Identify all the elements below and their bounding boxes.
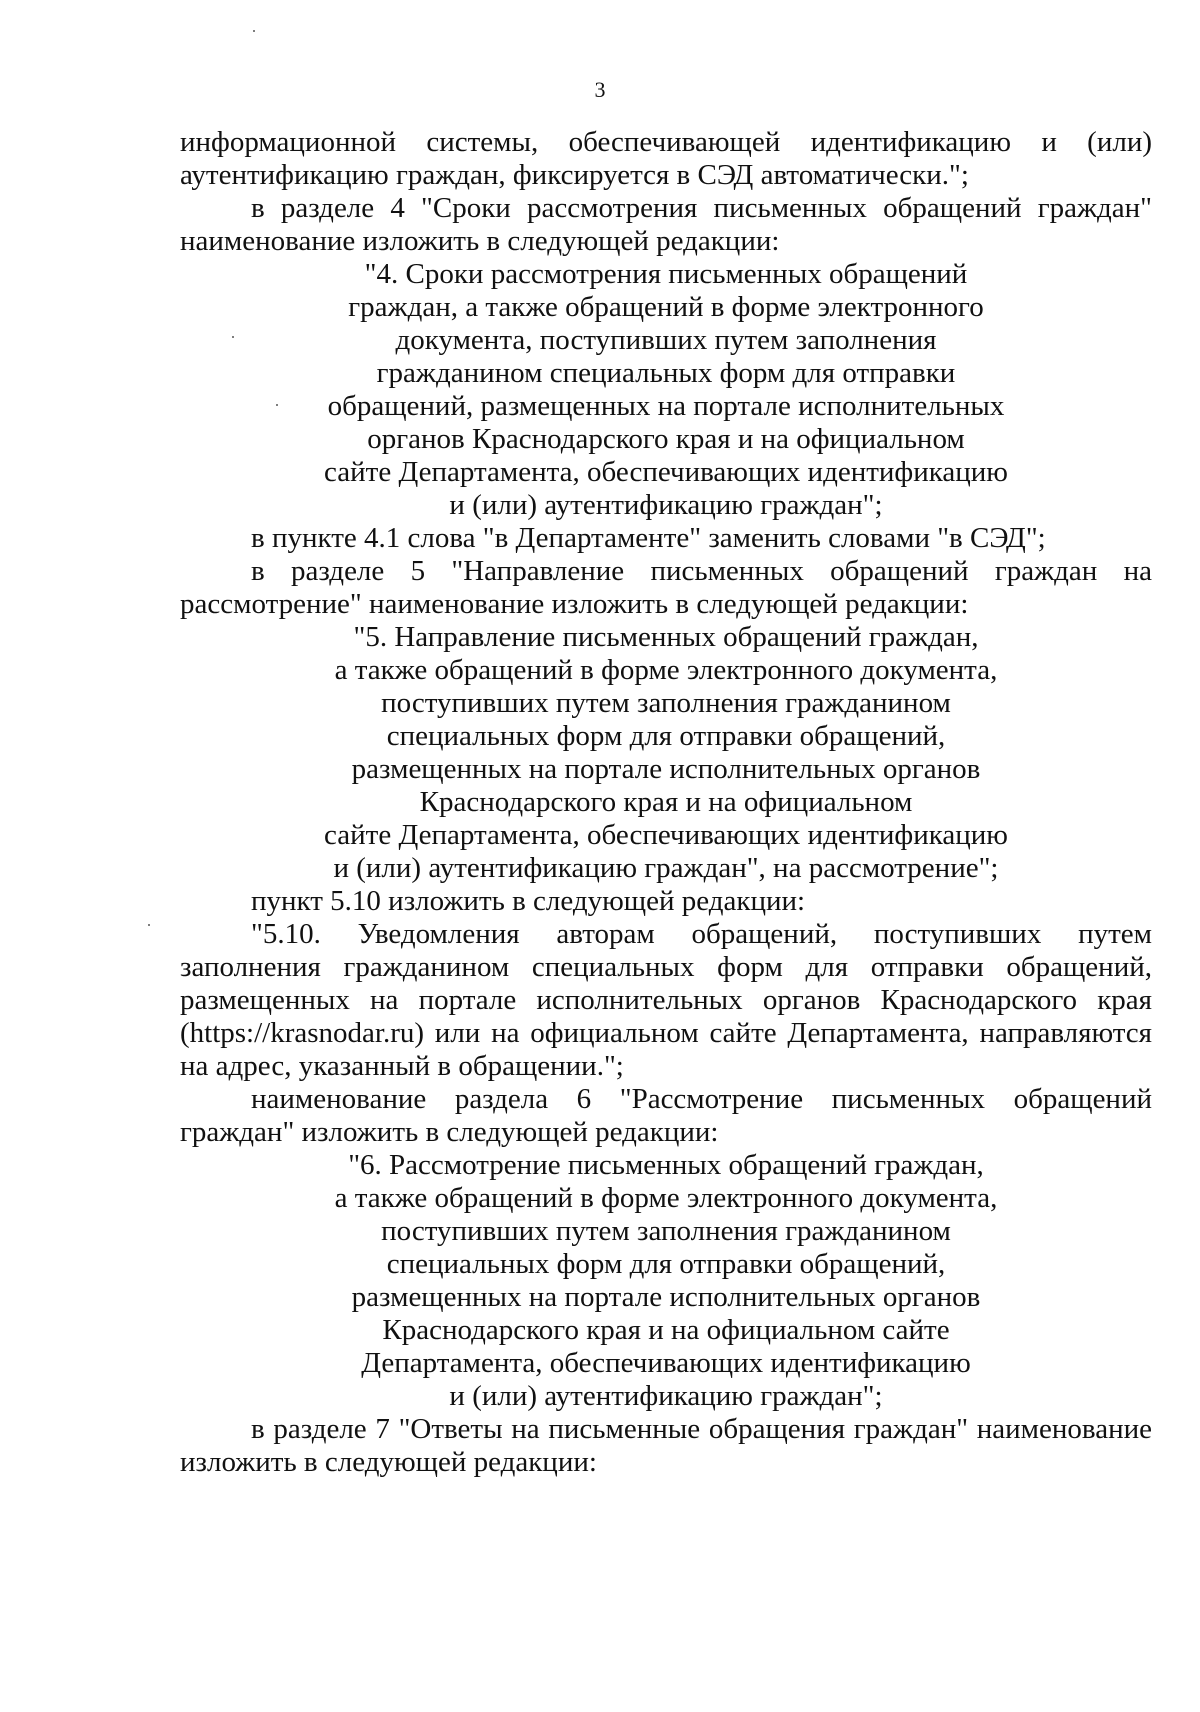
heading-line: Краснодарского края и на официальном bbox=[419, 786, 913, 818]
page-number: 3 bbox=[594, 77, 606, 102]
heading-line: а также обращений в форме электронного документа, bbox=[334, 654, 998, 686]
heading-line: поступивших путем заполнения гражданином bbox=[381, 687, 951, 719]
section6-heading bbox=[180, 1149, 1152, 1413]
paragraph-section4-intro: в разделе 4 "Сроки рассмотрения письменных обращений граждан" наименование изложить в следующей редакции: bbox=[180, 192, 1152, 257]
paragraph-continuation: информационной системы, обеспечивающей идентификацию и (или) аутентификацию граждан, фиксируется в СЭД автоматически."; bbox=[180, 126, 1152, 191]
heading-line: граждан, а также обращений в форме электронного bbox=[348, 291, 984, 323]
heading-line: сайте Департамента, обеспечивающих идентификацию bbox=[324, 819, 1008, 851]
heading-line: и (или) аутентификацию граждан"; bbox=[449, 1380, 883, 1412]
heading-line: поступивших путем заполнения гражданином bbox=[381, 1215, 951, 1247]
heading-line: "5. Направление письменных обращений граждан, bbox=[353, 621, 979, 653]
heading-line: "4. Сроки рассмотрения письменных обращений bbox=[364, 258, 968, 290]
scan-speck bbox=[253, 30, 255, 32]
heading-line: "6. Рассмотрение письменных обращений граждан, bbox=[348, 1149, 984, 1181]
heading-line: Департамента, обеспечивающих идентификацию bbox=[361, 1347, 971, 1379]
heading-line: органов Краснодарского края и на официальном bbox=[367, 423, 965, 455]
paragraph-item-4-1: в пункте 4.1 слова "в Департаменте" заменить словами "в СЭД"; bbox=[251, 522, 1046, 554]
document-body bbox=[180, 126, 1152, 1479]
heading-line: специальных форм для отправки обращений, bbox=[386, 720, 946, 752]
paragraph-section5-intro: в разделе 5 "Направление письменных обращений граждан на рассмотрение" наименование изложить в следующей редакции: bbox=[180, 555, 1152, 620]
heading-line: размещенных на портале исполнительных органов bbox=[351, 1281, 981, 1313]
heading-line: гражданином специальных форм для отправки bbox=[376, 357, 956, 389]
paragraph-section6-intro: наименование раздела 6 "Рассмотрение письменных обращений граждан" изложить в следующей редакции: bbox=[180, 1083, 1152, 1148]
heading-line: и (или) аутентификацию граждан"; bbox=[449, 489, 883, 521]
heading-line: Краснодарского края и на официальном сайте bbox=[382, 1314, 950, 1346]
heading-line: а также обращений в форме электронного документа, bbox=[334, 1182, 998, 1214]
paragraph-item-5-10-text: "5.10. Уведомления авторам обращений, поступивших путем заполнения гражданином специальных форм для отправки обращений, размещенных на портале исполнительных органов Краснодарского края (https://krasnodar.ru) или на официальном сайте Департамента, направляются на адрес, указанный в обращении."; bbox=[180, 918, 1152, 1082]
section5-heading bbox=[180, 621, 1152, 885]
heading-line: документа, поступивших путем заполнения bbox=[395, 324, 937, 356]
paragraph-item-5-10-intro: пункт 5.10 изложить в следующей редакции: bbox=[251, 885, 806, 917]
heading-line: сайте Департамента, обеспечивающих идентификацию bbox=[324, 456, 1008, 488]
section4-heading bbox=[180, 258, 1152, 522]
scan-speck bbox=[148, 924, 150, 926]
paragraph-section7-intro: в разделе 7 "Ответы на письменные обращения граждан" наименование изложить в следующей редакции: bbox=[180, 1413, 1152, 1478]
heading-line: специальных форм для отправки обращений, bbox=[386, 1248, 946, 1280]
heading-line: и (или) аутентификацию граждан", на рассмотрение"; bbox=[333, 852, 999, 884]
heading-line: размещенных на портале исполнительных органов bbox=[351, 753, 981, 785]
heading-line: обращений, размещенных на портале исполнительных bbox=[327, 390, 1005, 422]
